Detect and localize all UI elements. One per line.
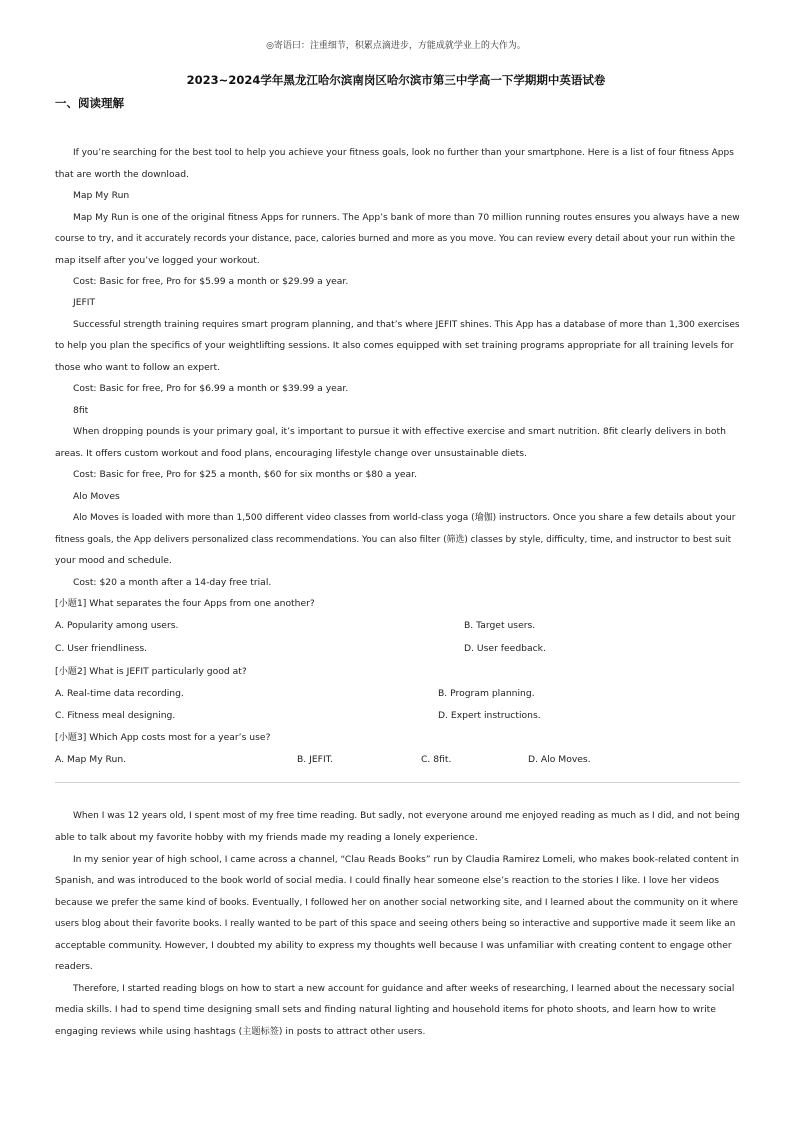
text-line: able to talk about my favorite hobby with my friends made my reading a lonely experience. — [55, 832, 478, 843]
text-line: In my senior year of high school, I came across a channel, “Clau Reads Books” run by Claudia Ramirez Lomeli, who makes book-related content in — [73, 855, 740, 865]
app-heading: Alo Moves — [73, 491, 120, 502]
option-d[interactable]: D. Alo Moves. — [528, 754, 591, 765]
option-b[interactable]: B. Target users. — [464, 620, 536, 631]
app-heading: Map My Run — [73, 190, 130, 201]
text-line: Successful strength training requires smart program planning, and that’s where JEFIT shines. This App has a database of more than 1,300 exercises — [73, 320, 740, 330]
text-line: When dropping pounds is your primary goal, it’s important to pursue it with effective exercise and smart nutrition. 8fit clearly delivers in both — [73, 426, 726, 437]
text-line: Alo Moves is loaded with more than 1,500 different video classes from world-class yoga (瑜伽) instructors. Once you share a few details about your — [73, 513, 736, 523]
text-line: course to try, and it accurately records your distance, pace, calories burned and more as you move. You can review every detail about your run within the — [55, 234, 735, 244]
option-a[interactable]: A. Map My Run. — [55, 754, 127, 765]
text-line: media skills. I had to spend time designing small sets and finding natural lighting and household items for photo shoots, and learn how to write — [55, 1004, 716, 1015]
text-line: to help you plan the specifics of your weightlifting sessions. It also comes equipped with set training programs appropriate for all training levels for — [55, 340, 734, 351]
app-heading: 8fit — [73, 405, 89, 416]
text-line: Map My Run is one of the original fitness Apps for runners. The App’s bank of more than 70 million running routes ensures you always have a new — [73, 213, 740, 223]
cost-line: Cost: Basic for free, Pro for $6.99 a month or $39.99 a year. — [73, 383, 349, 394]
option-b[interactable]: B. Program planning. — [438, 688, 535, 699]
option-d[interactable]: D. User feedback. — [464, 643, 546, 654]
section-divider — [55, 782, 740, 783]
question-stem: [小题3] Which App costs most for a year’s use? — [55, 732, 271, 743]
option-b[interactable]: B. JEFIT. — [297, 754, 334, 765]
cost-line: Cost: Basic for free, Pro for $5.99 a month or $29.99 a year. — [73, 276, 349, 287]
option-c[interactable]: C. 8fit. — [421, 754, 452, 765]
section-heading: 一、阅读理解 — [55, 96, 124, 110]
text-line: Therefore, I started reading blogs on how to start a new account for guidance and after weeks of researching, I learned about the necessary social — [73, 984, 735, 994]
option-a[interactable]: A. Real-time data recording. — [55, 688, 184, 699]
header-motto: ◎寄语曰：注重细节，积累点滴进步，方能成就学业上的大作为。 — [266, 41, 526, 51]
text-line: acceptable community. However, I doubted my ability to express my thoughts well because I was unfamiliar with creating content to engage other — [55, 940, 732, 951]
cost-line: Cost: Basic for free, Pro for $25 a month, $60 for six months or $80 a year. — [73, 469, 418, 480]
question-stem: [小题1] What separates the four Apps from one another? — [55, 598, 315, 609]
text-line: those who want to follow an expert. — [55, 362, 221, 373]
text-line: readers. — [55, 961, 93, 972]
text-line: users blog about their favorite books. I really wanted to be part of this space and seeing others being so interactive and supportive made it seem like an — [55, 919, 736, 929]
option-c[interactable]: C. Fitness meal designing. — [55, 710, 176, 721]
text-line: When I was 12 years old, I spent most of my free time reading. But sadly, not everyone around me enjoyed reading as much as I did, and not being — [73, 811, 740, 821]
cost-line: Cost: $20 a month after a 14-day free trial. — [73, 577, 272, 588]
app-heading: JEFIT — [73, 297, 96, 308]
text-line: engaging reviews while using hashtags (主题标签) in posts to attract other users. — [55, 1026, 426, 1037]
text-line: your mood and schedule. — [55, 555, 172, 566]
option-d[interactable]: D. Expert instructions. — [438, 710, 541, 721]
text-line: because we prefer the same kind of books. Eventually, I followed her on another social networking site, and I learned about the community on it where — [55, 898, 739, 908]
text-line: areas. It offers custom workout and food plans, encouraging lifestyle change over unsustainable diets. — [55, 448, 527, 459]
text-line: Spanish, and was introduced to the book world of social media. I could finally hear someone else’s reaction to the stories I like. I love her videos — [55, 875, 720, 886]
option-a[interactable]: A. Popularity among users. — [55, 620, 179, 631]
question-stem: [小题2] What is JEFIT particularly good at? — [55, 666, 247, 677]
page-title: 2023~2024学年黑龙江哈尔滨南岗区哈尔滨市第三中学高一下学期期中英语试卷 — [186, 73, 606, 87]
option-c[interactable]: C. User friendliness. — [55, 643, 148, 654]
text-line: that are worth the download. — [55, 169, 189, 180]
text-line: If you’re searching for the best tool to help you achieve your fitness goals, look no further than your smartphone. Here is a list of four fitness Apps — [73, 148, 734, 158]
text-line: fitness goals, the App delivers personalized class recommendations. You can also filter (筛选) classes by style, difficulty, time, and instructor to best suit — [55, 535, 732, 545]
text-line: map itself after you’ve logged your workout. — [55, 255, 260, 266]
